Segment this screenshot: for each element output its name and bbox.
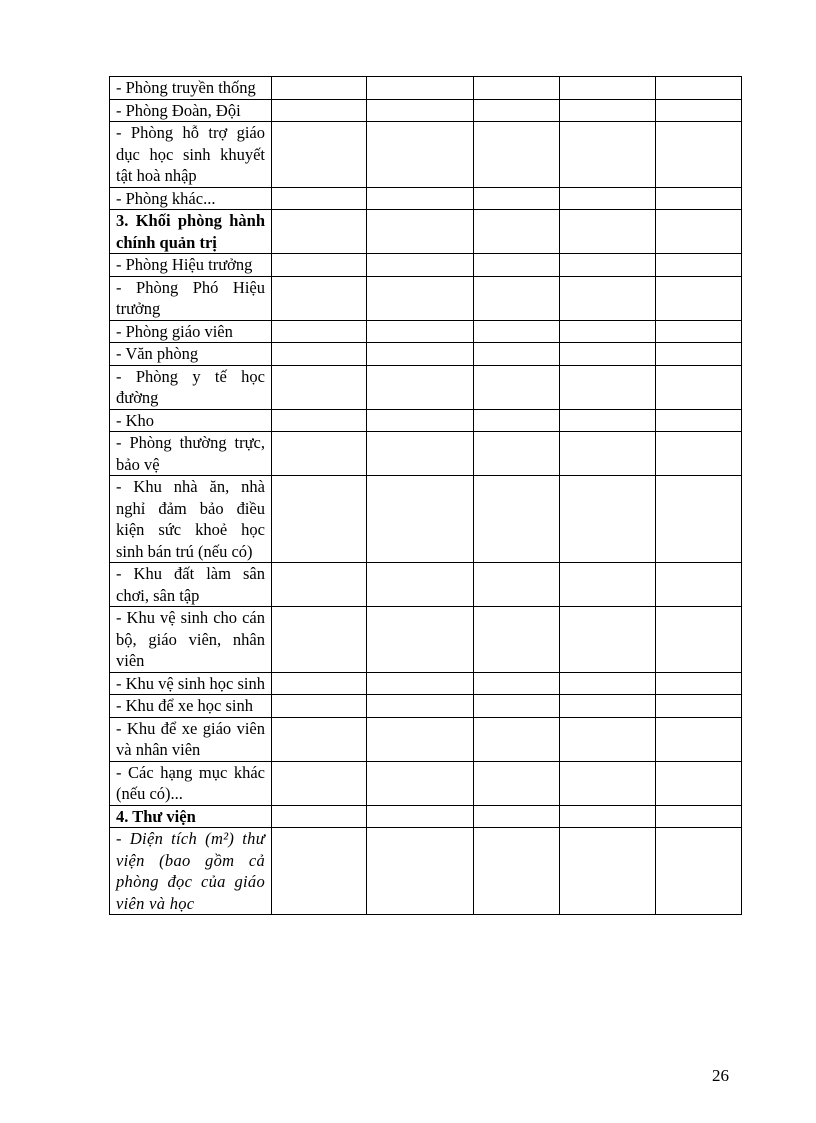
table-row <box>110 122 742 188</box>
empty-cell <box>656 805 742 828</box>
empty-cell <box>560 409 656 432</box>
empty-cell <box>272 805 367 828</box>
empty-cell <box>560 276 656 320</box>
empty-cell <box>367 761 474 805</box>
row-label: - Khu đất làm sân chơi, sân tập <box>110 563 272 607</box>
empty-cell <box>474 432 560 476</box>
row-label: 4. Thư viện <box>110 805 272 828</box>
empty-cell <box>272 828 367 915</box>
empty-cell <box>367 187 474 210</box>
table-row <box>110 828 742 915</box>
empty-cell <box>272 672 367 695</box>
empty-cell <box>560 695 656 718</box>
empty-cell <box>367 476 474 563</box>
empty-cell <box>474 122 560 188</box>
empty-cell <box>656 343 742 366</box>
empty-cell <box>474 476 560 563</box>
row-label: - Khu nhà ăn, nhà nghỉ đảm bảo điều kiện sức khoẻ học sinh bán trú (nếu có) <box>110 476 272 563</box>
row-label: - Khu để xe học sinh <box>110 695 272 718</box>
table-row <box>110 432 742 476</box>
empty-cell <box>560 476 656 563</box>
table-row <box>110 607 742 673</box>
empty-cell <box>474 563 560 607</box>
empty-cell <box>474 77 560 100</box>
empty-cell <box>560 563 656 607</box>
empty-cell <box>367 122 474 188</box>
empty-cell <box>272 563 367 607</box>
row-label: - Khu để xe giáo viên và nhân viên <box>110 717 272 761</box>
table-row <box>110 563 742 607</box>
empty-cell <box>656 672 742 695</box>
empty-cell <box>272 210 367 254</box>
page-number: 26 <box>712 1066 729 1085</box>
empty-cell <box>560 122 656 188</box>
row-label: - Khu vệ sinh học sinh <box>110 672 272 695</box>
table-row <box>110 254 742 277</box>
empty-cell <box>272 99 367 122</box>
empty-cell <box>656 828 742 915</box>
empty-cell <box>474 607 560 673</box>
empty-cell <box>560 672 656 695</box>
table-row <box>110 276 742 320</box>
table-row <box>110 365 742 409</box>
empty-cell <box>272 122 367 188</box>
row-label: - Phòng khác... <box>110 187 272 210</box>
table-row <box>110 476 742 563</box>
empty-cell <box>560 99 656 122</box>
empty-cell <box>656 717 742 761</box>
empty-cell <box>367 432 474 476</box>
empty-cell <box>272 432 367 476</box>
empty-cell <box>560 365 656 409</box>
row-label: - Phòng Hiệu trưởng <box>110 254 272 277</box>
empty-cell <box>367 320 474 343</box>
empty-cell <box>560 761 656 805</box>
empty-cell <box>656 476 742 563</box>
table-row <box>110 77 742 100</box>
empty-cell <box>656 563 742 607</box>
empty-cell <box>367 828 474 915</box>
empty-cell <box>367 672 474 695</box>
row-label: - Phòng y tế học đường <box>110 365 272 409</box>
table-row <box>110 805 742 828</box>
empty-cell <box>474 99 560 122</box>
empty-cell <box>560 210 656 254</box>
table-row <box>110 761 742 805</box>
table-row <box>110 717 742 761</box>
table-body <box>110 77 742 915</box>
empty-cell <box>560 343 656 366</box>
empty-cell <box>656 77 742 100</box>
table-row <box>110 672 742 695</box>
empty-cell <box>656 409 742 432</box>
table-row <box>110 210 742 254</box>
empty-cell <box>272 607 367 673</box>
empty-cell <box>474 365 560 409</box>
empty-cell <box>474 828 560 915</box>
empty-cell <box>272 365 367 409</box>
empty-cell <box>656 607 742 673</box>
empty-cell <box>474 210 560 254</box>
empty-cell <box>560 432 656 476</box>
empty-cell <box>474 695 560 718</box>
empty-cell <box>656 99 742 122</box>
empty-cell <box>367 563 474 607</box>
empty-cell <box>367 210 474 254</box>
empty-cell <box>272 77 367 100</box>
empty-cell <box>474 276 560 320</box>
row-label: - Phòng Đoàn, Đội <box>110 99 272 122</box>
empty-cell <box>474 254 560 277</box>
empty-cell <box>474 761 560 805</box>
empty-cell <box>656 761 742 805</box>
empty-cell <box>656 187 742 210</box>
empty-cell <box>474 187 560 210</box>
empty-cell <box>560 717 656 761</box>
empty-cell <box>656 365 742 409</box>
empty-cell <box>474 343 560 366</box>
empty-cell <box>560 805 656 828</box>
row-label: - Diện tích (m²) thư viện (bao gồm cả phòng đọc của giáo viên và học <box>110 828 272 915</box>
empty-cell <box>656 276 742 320</box>
empty-cell <box>560 607 656 673</box>
empty-cell <box>272 343 367 366</box>
facilities-table <box>109 76 742 915</box>
empty-cell <box>367 695 474 718</box>
empty-cell <box>367 717 474 761</box>
table-row <box>110 187 742 210</box>
row-label: - Phòng Phó Hiệu trưởng <box>110 276 272 320</box>
empty-cell <box>474 717 560 761</box>
empty-cell <box>367 254 474 277</box>
empty-cell <box>656 432 742 476</box>
row-label: - Kho <box>110 409 272 432</box>
row-label: - Phòng thường trực, bảo vệ <box>110 432 272 476</box>
empty-cell <box>474 409 560 432</box>
empty-cell <box>474 672 560 695</box>
empty-cell <box>272 717 367 761</box>
empty-cell <box>474 320 560 343</box>
table-row <box>110 343 742 366</box>
empty-cell <box>560 320 656 343</box>
row-label: - Các hạng mục khác (nếu có)... <box>110 761 272 805</box>
empty-cell <box>272 276 367 320</box>
empty-cell <box>272 695 367 718</box>
empty-cell <box>367 365 474 409</box>
table-row <box>110 409 742 432</box>
row-label: - Văn phòng <box>110 343 272 366</box>
empty-cell <box>272 320 367 343</box>
empty-cell <box>656 210 742 254</box>
empty-cell <box>560 187 656 210</box>
empty-cell <box>656 254 742 277</box>
row-label: - Phòng hỗ trợ giáo dục học sinh khuyết tật hoà nhập <box>110 122 272 188</box>
empty-cell <box>272 187 367 210</box>
table-row <box>110 99 742 122</box>
row-label: - Khu vệ sinh cho cán bộ, giáo viên, nhân viên <box>110 607 272 673</box>
empty-cell <box>272 409 367 432</box>
empty-cell <box>560 828 656 915</box>
empty-cell <box>656 320 742 343</box>
empty-cell <box>272 476 367 563</box>
empty-cell <box>367 409 474 432</box>
empty-cell <box>367 99 474 122</box>
empty-cell <box>560 77 656 100</box>
table-row <box>110 695 742 718</box>
empty-cell <box>272 761 367 805</box>
row-label: 3. Khối phòng hành chính quản trị <box>110 210 272 254</box>
empty-cell <box>560 254 656 277</box>
empty-cell <box>656 695 742 718</box>
table-row <box>110 320 742 343</box>
empty-cell <box>367 77 474 100</box>
empty-cell <box>367 607 474 673</box>
row-label: - Phòng truyền thống <box>110 77 272 100</box>
empty-cell <box>367 343 474 366</box>
empty-cell <box>367 805 474 828</box>
empty-cell <box>474 805 560 828</box>
empty-cell <box>272 254 367 277</box>
row-label: - Phòng giáo viên <box>110 320 272 343</box>
empty-cell <box>367 276 474 320</box>
empty-cell <box>656 122 742 188</box>
